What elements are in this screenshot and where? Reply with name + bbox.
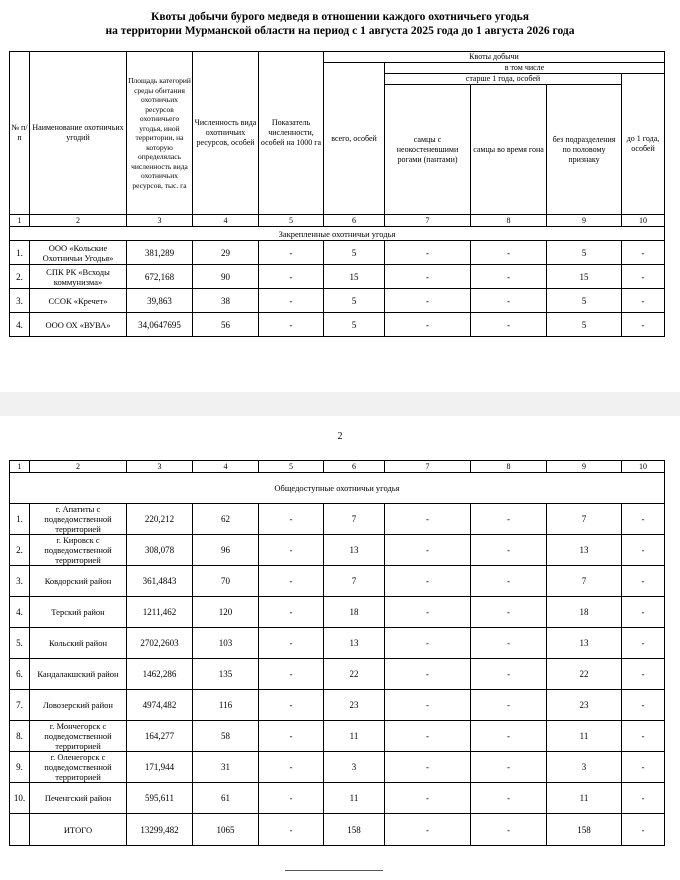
cell-c9: 15 <box>547 265 622 289</box>
cell-c10: - <box>622 241 665 265</box>
column-numbers-row <box>10 215 665 227</box>
colnum: 1 <box>10 461 30 473</box>
cell-c8: - <box>471 241 547 265</box>
cell-count: 62 <box>193 504 259 535</box>
cell-total: 3 <box>324 752 385 783</box>
cell-name: г. Апатиты с подведомственной территорией <box>30 504 127 535</box>
cell-c7: - <box>385 721 471 752</box>
cell-n: 3. <box>10 566 30 597</box>
colnum: 10 <box>622 461 665 473</box>
cell-name: Кандалакшский район <box>30 659 127 690</box>
cell-count: 38 <box>193 289 259 313</box>
page-2 <box>0 416 680 880</box>
cell-total: 7 <box>324 566 385 597</box>
cell-c10: - <box>622 783 665 814</box>
cell-density: - <box>259 814 324 846</box>
colnum: 5 <box>259 461 324 473</box>
page-number: 2 <box>337 431 343 442</box>
colnum: 7 <box>385 215 471 227</box>
cell-n: 4. <box>10 597 30 628</box>
cell-density: - <box>259 690 324 721</box>
table-row <box>10 289 665 313</box>
cell-c10: - <box>622 504 665 535</box>
section-title-fixed: Закрепленные охотничьи угодья <box>10 227 665 241</box>
cell-area: 381,289 <box>127 241 193 265</box>
cell-total: 11 <box>324 721 385 752</box>
cell-total: 158 <box>324 814 385 846</box>
header-males-rut: самцы во время гона <box>471 85 547 215</box>
colnum: 2 <box>30 461 127 473</box>
cell-c7: - <box>385 783 471 814</box>
cell-c9: 23 <box>547 690 622 721</box>
cell-c9: 3 <box>547 752 622 783</box>
cell-c9: 18 <box>547 597 622 628</box>
cell-count: 29 <box>193 241 259 265</box>
cell-c10: - <box>622 535 665 566</box>
cell-total: 5 <box>324 313 385 337</box>
cell-name: г. Кировск с подведомственной территорией <box>30 535 127 566</box>
table-row <box>10 265 665 289</box>
cell-total: 7 <box>324 504 385 535</box>
cell-c7: - <box>385 289 471 313</box>
cell-name: ООО ОХ «ВУВА» <box>30 313 127 337</box>
cell-name: Ловозерский район <box>30 690 127 721</box>
cell-c10: - <box>622 628 665 659</box>
cell-density: - <box>259 313 324 337</box>
cell-area: 595,611 <box>127 783 193 814</box>
colnum: 3 <box>127 461 193 473</box>
title-line-2: на территории Мурманской области на период с 1 августа 2025 года до 1 августа 2026 года <box>105 25 575 37</box>
cell-total: 5 <box>324 289 385 313</box>
cell-n: 4. <box>10 313 30 337</box>
cell-area: 672,168 <box>127 265 193 289</box>
cell-n: 9. <box>10 752 30 783</box>
colnum: 6 <box>324 215 385 227</box>
cell-c8: - <box>471 289 547 313</box>
cell-c9: 7 <box>547 504 622 535</box>
table-row <box>10 597 665 628</box>
quota-table-fixed <box>9 51 665 337</box>
colnum: 9 <box>547 461 622 473</box>
cell-count: 61 <box>193 783 259 814</box>
cell-n: 2. <box>10 535 30 566</box>
header-older: старше 1 года, особей <box>385 74 622 85</box>
cell-density: - <box>259 597 324 628</box>
cell-c8: - <box>471 721 547 752</box>
total-row <box>10 814 665 846</box>
cell-count: 1065 <box>193 814 259 846</box>
cell-area: 4974,482 <box>127 690 193 721</box>
cell-total: 22 <box>324 659 385 690</box>
header-density: Показатель численности, особей на 1000 га <box>259 52 324 215</box>
header-area: Площадь категорий среды обитания охотничьих ресурсов охотничьего угодья, иной территории, на которую определялась численность вида охотничьих ресурсов, тыс. га <box>127 52 193 215</box>
cell-name: ООО «Кольские Охотничьи Угодья» <box>30 241 127 265</box>
cell-name: г. Мончегорск с подведомственной территорией <box>30 721 127 752</box>
footer-divider <box>285 870 383 871</box>
cell-n: 2. <box>10 265 30 289</box>
cell-total: 13 <box>324 535 385 566</box>
cell-density: - <box>259 535 324 566</box>
cell-n: 1. <box>10 504 30 535</box>
document-title <box>0 10 680 38</box>
public-rows <box>10 504 665 846</box>
table-row <box>10 313 665 337</box>
cell-n <box>10 814 30 846</box>
cell-total: 5 <box>324 241 385 265</box>
cell-name: СПК РК «Всходы коммунизма» <box>30 265 127 289</box>
cell-name: г. Оленегорск с подведомственной территорией <box>30 752 127 783</box>
header-no-sex: без подразделения по половому признаку <box>547 85 622 215</box>
cell-density: - <box>259 721 324 752</box>
page-1 <box>0 0 680 392</box>
quota-table-public <box>9 460 665 846</box>
cell-c8: - <box>471 313 547 337</box>
cell-c8: - <box>471 752 547 783</box>
table-row <box>10 566 665 597</box>
colnum: 8 <box>471 461 547 473</box>
cell-n: 7. <box>10 690 30 721</box>
colnum: 4 <box>193 215 259 227</box>
cell-c10: - <box>622 690 665 721</box>
fixed-rows <box>10 241 665 337</box>
cell-total: 13 <box>324 628 385 659</box>
cell-n: 6. <box>10 659 30 690</box>
cell-name: Терский район <box>30 597 127 628</box>
cell-name: Ковдорский район <box>30 566 127 597</box>
cell-n: 5. <box>10 628 30 659</box>
cell-c7: - <box>385 659 471 690</box>
table-row <box>10 783 665 814</box>
cell-count: 116 <box>193 690 259 721</box>
colnum: 10 <box>622 215 665 227</box>
cell-count: 70 <box>193 566 259 597</box>
table-row <box>10 690 665 721</box>
cell-c7: - <box>385 313 471 337</box>
cell-c7: - <box>385 597 471 628</box>
cell-area: 2702,2603 <box>127 628 193 659</box>
header-total: всего, особей <box>324 63 385 215</box>
cell-name: Печенгский район <box>30 783 127 814</box>
cell-density: - <box>259 241 324 265</box>
cell-density: - <box>259 289 324 313</box>
colnum: 7 <box>385 461 471 473</box>
cell-c8: - <box>471 814 547 846</box>
cell-count: 58 <box>193 721 259 752</box>
cell-c9: 7 <box>547 566 622 597</box>
cell-c8: - <box>471 504 547 535</box>
table-row <box>10 721 665 752</box>
colnum: 6 <box>324 461 385 473</box>
cell-total: 15 <box>324 265 385 289</box>
cell-c7: - <box>385 752 471 783</box>
cell-count: 96 <box>193 535 259 566</box>
header-including: в том числе <box>385 63 665 74</box>
cell-c7: - <box>385 535 471 566</box>
colnum: 8 <box>471 215 547 227</box>
cell-c10: - <box>622 313 665 337</box>
cell-c8: - <box>471 628 547 659</box>
cell-c9: 22 <box>547 659 622 690</box>
table-row <box>10 504 665 535</box>
cell-total: 18 <box>324 597 385 628</box>
cell-c9: 5 <box>547 241 622 265</box>
cell-c8: - <box>471 690 547 721</box>
colnum: 2 <box>30 215 127 227</box>
cell-density: - <box>259 265 324 289</box>
table-row <box>10 241 665 265</box>
cell-count: 135 <box>193 659 259 690</box>
cell-density: - <box>259 628 324 659</box>
cell-c8: - <box>471 783 547 814</box>
cell-density: - <box>259 504 324 535</box>
cell-area: 164,277 <box>127 721 193 752</box>
cell-c7: - <box>385 566 471 597</box>
header-under-1: до 1 года, особей <box>622 74 665 215</box>
cell-c8: - <box>471 535 547 566</box>
cell-count: 103 <box>193 628 259 659</box>
cell-density: - <box>259 783 324 814</box>
cell-name: ИТОГО <box>30 814 127 846</box>
cell-density: - <box>259 752 324 783</box>
cell-c8: - <box>471 659 547 690</box>
cell-area: 34,0647695 <box>127 313 193 337</box>
cell-n: 1. <box>10 241 30 265</box>
cell-area: 13299,482 <box>127 814 193 846</box>
cell-area: 39,863 <box>127 289 193 313</box>
header-count: Численность вида охотничьих ресурсов, особей <box>193 52 259 215</box>
cell-count: 56 <box>193 313 259 337</box>
colnum: 9 <box>547 215 622 227</box>
cell-n: 8. <box>10 721 30 752</box>
cell-area: 1462,286 <box>127 659 193 690</box>
cell-c7: - <box>385 241 471 265</box>
cell-c8: - <box>471 265 547 289</box>
cell-c7: - <box>385 814 471 846</box>
colnum: 1 <box>10 215 30 227</box>
colnum: 5 <box>259 215 324 227</box>
table-row <box>10 628 665 659</box>
cell-c8: - <box>471 566 547 597</box>
cell-c10: - <box>622 566 665 597</box>
cell-c9: 13 <box>547 628 622 659</box>
header-males-antlers: самцы с неокостеневшими рогами (пантами) <box>385 85 471 215</box>
header-num: № п/п <box>10 52 30 215</box>
cell-area: 361,4843 <box>127 566 193 597</box>
cell-c7: - <box>385 265 471 289</box>
cell-area: 308,078 <box>127 535 193 566</box>
table-row <box>10 535 665 566</box>
cell-count: 90 <box>193 265 259 289</box>
cell-c10: - <box>622 265 665 289</box>
cell-c7: - <box>385 690 471 721</box>
title-line-1: Квоты добычи бурого медведя в отношении каждого охотничьего угодья <box>151 11 529 23</box>
header-quotas: Квоты добычи <box>324 52 665 63</box>
cell-c9: 13 <box>547 535 622 566</box>
cell-area: 220,212 <box>127 504 193 535</box>
cell-c8: - <box>471 597 547 628</box>
cell-c10: - <box>622 597 665 628</box>
column-numbers-row <box>10 461 665 473</box>
table-row <box>10 752 665 783</box>
cell-total: 11 <box>324 783 385 814</box>
table-row <box>10 659 665 690</box>
cell-n: 3. <box>10 289 30 313</box>
header-name: Наименование охотничьих угодий <box>30 52 127 215</box>
cell-count: 120 <box>193 597 259 628</box>
colnum: 3 <box>127 215 193 227</box>
cell-c10: - <box>622 721 665 752</box>
cell-c9: 11 <box>547 783 622 814</box>
cell-c10: - <box>622 659 665 690</box>
cell-c9: 158 <box>547 814 622 846</box>
cell-n: 10. <box>10 783 30 814</box>
cell-area: 171,944 <box>127 752 193 783</box>
cell-count: 31 <box>193 752 259 783</box>
cell-density: - <box>259 659 324 690</box>
cell-c10: - <box>622 814 665 846</box>
cell-name: Кольский район <box>30 628 127 659</box>
colnum: 4 <box>193 461 259 473</box>
cell-c9: 5 <box>547 289 622 313</box>
cell-c10: - <box>622 752 665 783</box>
cell-c9: 5 <box>547 313 622 337</box>
cell-total: 23 <box>324 690 385 721</box>
cell-c7: - <box>385 628 471 659</box>
cell-c10: - <box>622 289 665 313</box>
section-title-public: Общедоступные охотничьи угодья <box>10 473 665 504</box>
cell-c9: 11 <box>547 721 622 752</box>
page-gap <box>0 392 680 416</box>
cell-name: ССОК «Кречет» <box>30 289 127 313</box>
cell-area: 1211,462 <box>127 597 193 628</box>
cell-c7: - <box>385 504 471 535</box>
cell-density: - <box>259 566 324 597</box>
